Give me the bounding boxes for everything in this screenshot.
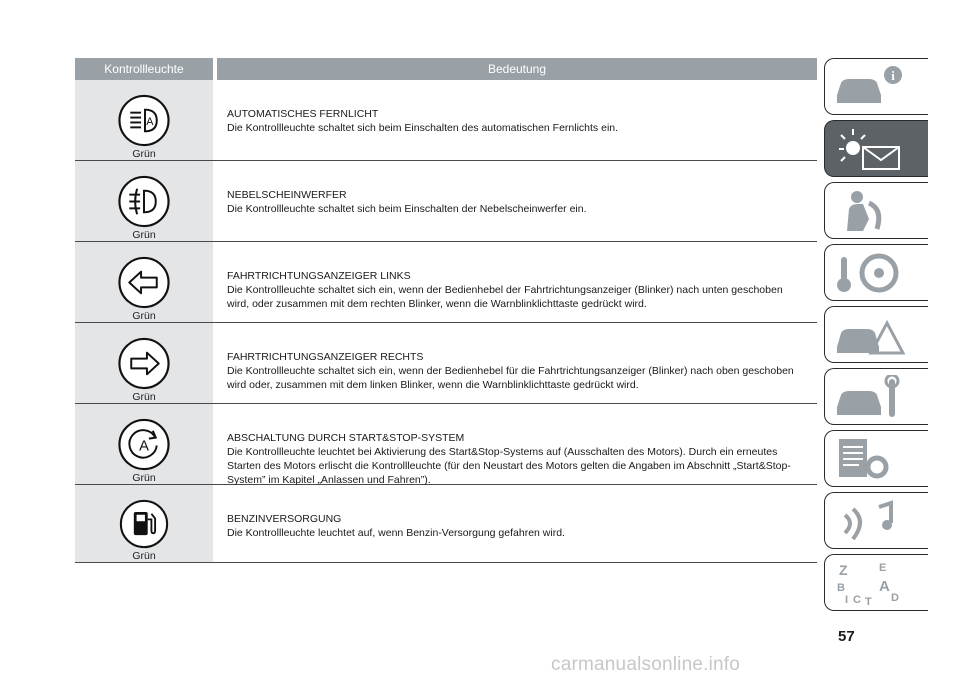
tab-emergency[interactable] (824, 306, 928, 363)
table-row (75, 404, 817, 485)
tab-safety[interactable] (824, 182, 928, 239)
table-header (75, 58, 817, 80)
color-label: Grün (132, 472, 156, 484)
index-letter: E (879, 562, 887, 574)
tab-warning-lights[interactable] (824, 120, 928, 177)
turn-left-arrow-icon (117, 256, 171, 309)
index-letter: D (891, 592, 899, 604)
tab-maintenance[interactable] (824, 368, 928, 425)
color-label: Grün (132, 391, 156, 403)
tab-technical-data[interactable] (824, 430, 928, 487)
row-title: AUTOMATISCHES FERNLICHT (227, 108, 379, 120)
automatic-high-beam-icon (117, 94, 171, 147)
technical-data-icon (833, 437, 905, 481)
index-letter: B (837, 582, 845, 594)
tab-start-driving[interactable] (824, 244, 928, 301)
key-steering-icon (833, 251, 905, 295)
svg-text:A: A (146, 115, 154, 128)
color-label: Grün (132, 148, 156, 160)
warning-lights-table (75, 58, 817, 563)
start-stop-icon (117, 418, 171, 471)
row-title: ABSCHALTUNG DURCH START&STOP-SYSTEM (227, 432, 465, 444)
fuel-pump-icon (117, 499, 171, 549)
color-label: Grün (132, 310, 156, 322)
row-text: Die Kontrollleuchte schaltet sich ein, wenn der Bedienhebel für die Fahrtrichtungsanzeiger (Blinker) nach oben geschoben wird oder, zusammen mit dem linken Blinker, wenn die Warnblinklichttaste gedrückt wird. (227, 365, 794, 391)
fog-light-icon (117, 175, 171, 228)
row-title: FAHRTRICHTUNGSANZEIGER LINKS (227, 270, 411, 282)
svg-text:i: i (891, 68, 895, 83)
table-row (75, 161, 817, 242)
warning-lights-icon (833, 127, 905, 171)
row-text: Die Kontrollleuchte schaltet sich beim Einschalten der Nebelscheinwerfer ein. (227, 203, 587, 215)
index-letter: C (853, 594, 861, 605)
maintenance-icon (833, 375, 905, 419)
table-row (75, 80, 817, 161)
index-letter: I (845, 594, 849, 605)
tab-car-info[interactable] (824, 58, 928, 115)
row-title: BENZINVERSORGUNG (227, 513, 342, 525)
color-label: Grün (132, 550, 156, 562)
table-row (75, 323, 817, 404)
table-row (75, 485, 817, 563)
seatbelt-airbag-icon (833, 189, 905, 233)
index-letter: Z (839, 562, 848, 578)
index-letter: A (879, 578, 890, 595)
page-number: 57 (838, 628, 855, 645)
turn-right-arrow-icon (117, 337, 171, 390)
watermark: carmanualsonline.info (551, 654, 741, 675)
row-title: FAHRTRICHTUNGSANZEIGER RECHTS (227, 351, 424, 363)
table-row (75, 242, 817, 323)
row-text: Die Kontrollleuchte schaltet sich beim Einschalten des automatischen Fernlichts ein. (227, 122, 619, 134)
multimedia-icon (833, 499, 905, 543)
tab-multimedia[interactable] (824, 492, 928, 549)
color-label: Grün (132, 229, 156, 241)
emergency-icon (833, 313, 905, 357)
tab-index[interactable] (824, 554, 928, 611)
row-text: Die Kontrollleuchte leuchtet bei Aktivierung des Start&Stop-Systems auf (Ausschalten des Motors). Durch ein erneutes Starten des Motors erlischt die Kontrollleuchte (für den Neustart des Motors gelten die Angaben im Abschnitt „Start&Stop-System” im Kapitel „Anlassen und Fahren”). (227, 446, 791, 486)
car-info-icon (833, 65, 905, 109)
svg-text:A: A (139, 438, 149, 455)
index-icon (833, 561, 905, 605)
row-text: Die Kontrollleuchte schaltet sich ein, wenn der Bedienhebel der Fahrtrichtungsanzeiger (Blinker) nach unten geschoben wird, oder zusammen mit dem rechten Blinker, wenn die Warnblinklichttaste gedrückt wird. (227, 284, 783, 310)
row-text: Die Kontrollleuchte leuchtet auf, wenn Benzin-Versorgung gefahren wird. (227, 527, 565, 539)
row-title: NEBELSCHEINWERFER (227, 189, 347, 201)
header-kontrollleuchte: Kontrollleuchte (75, 58, 213, 80)
index-letter: T (865, 596, 872, 605)
header-bedeutung: Bedeutung (217, 58, 817, 80)
